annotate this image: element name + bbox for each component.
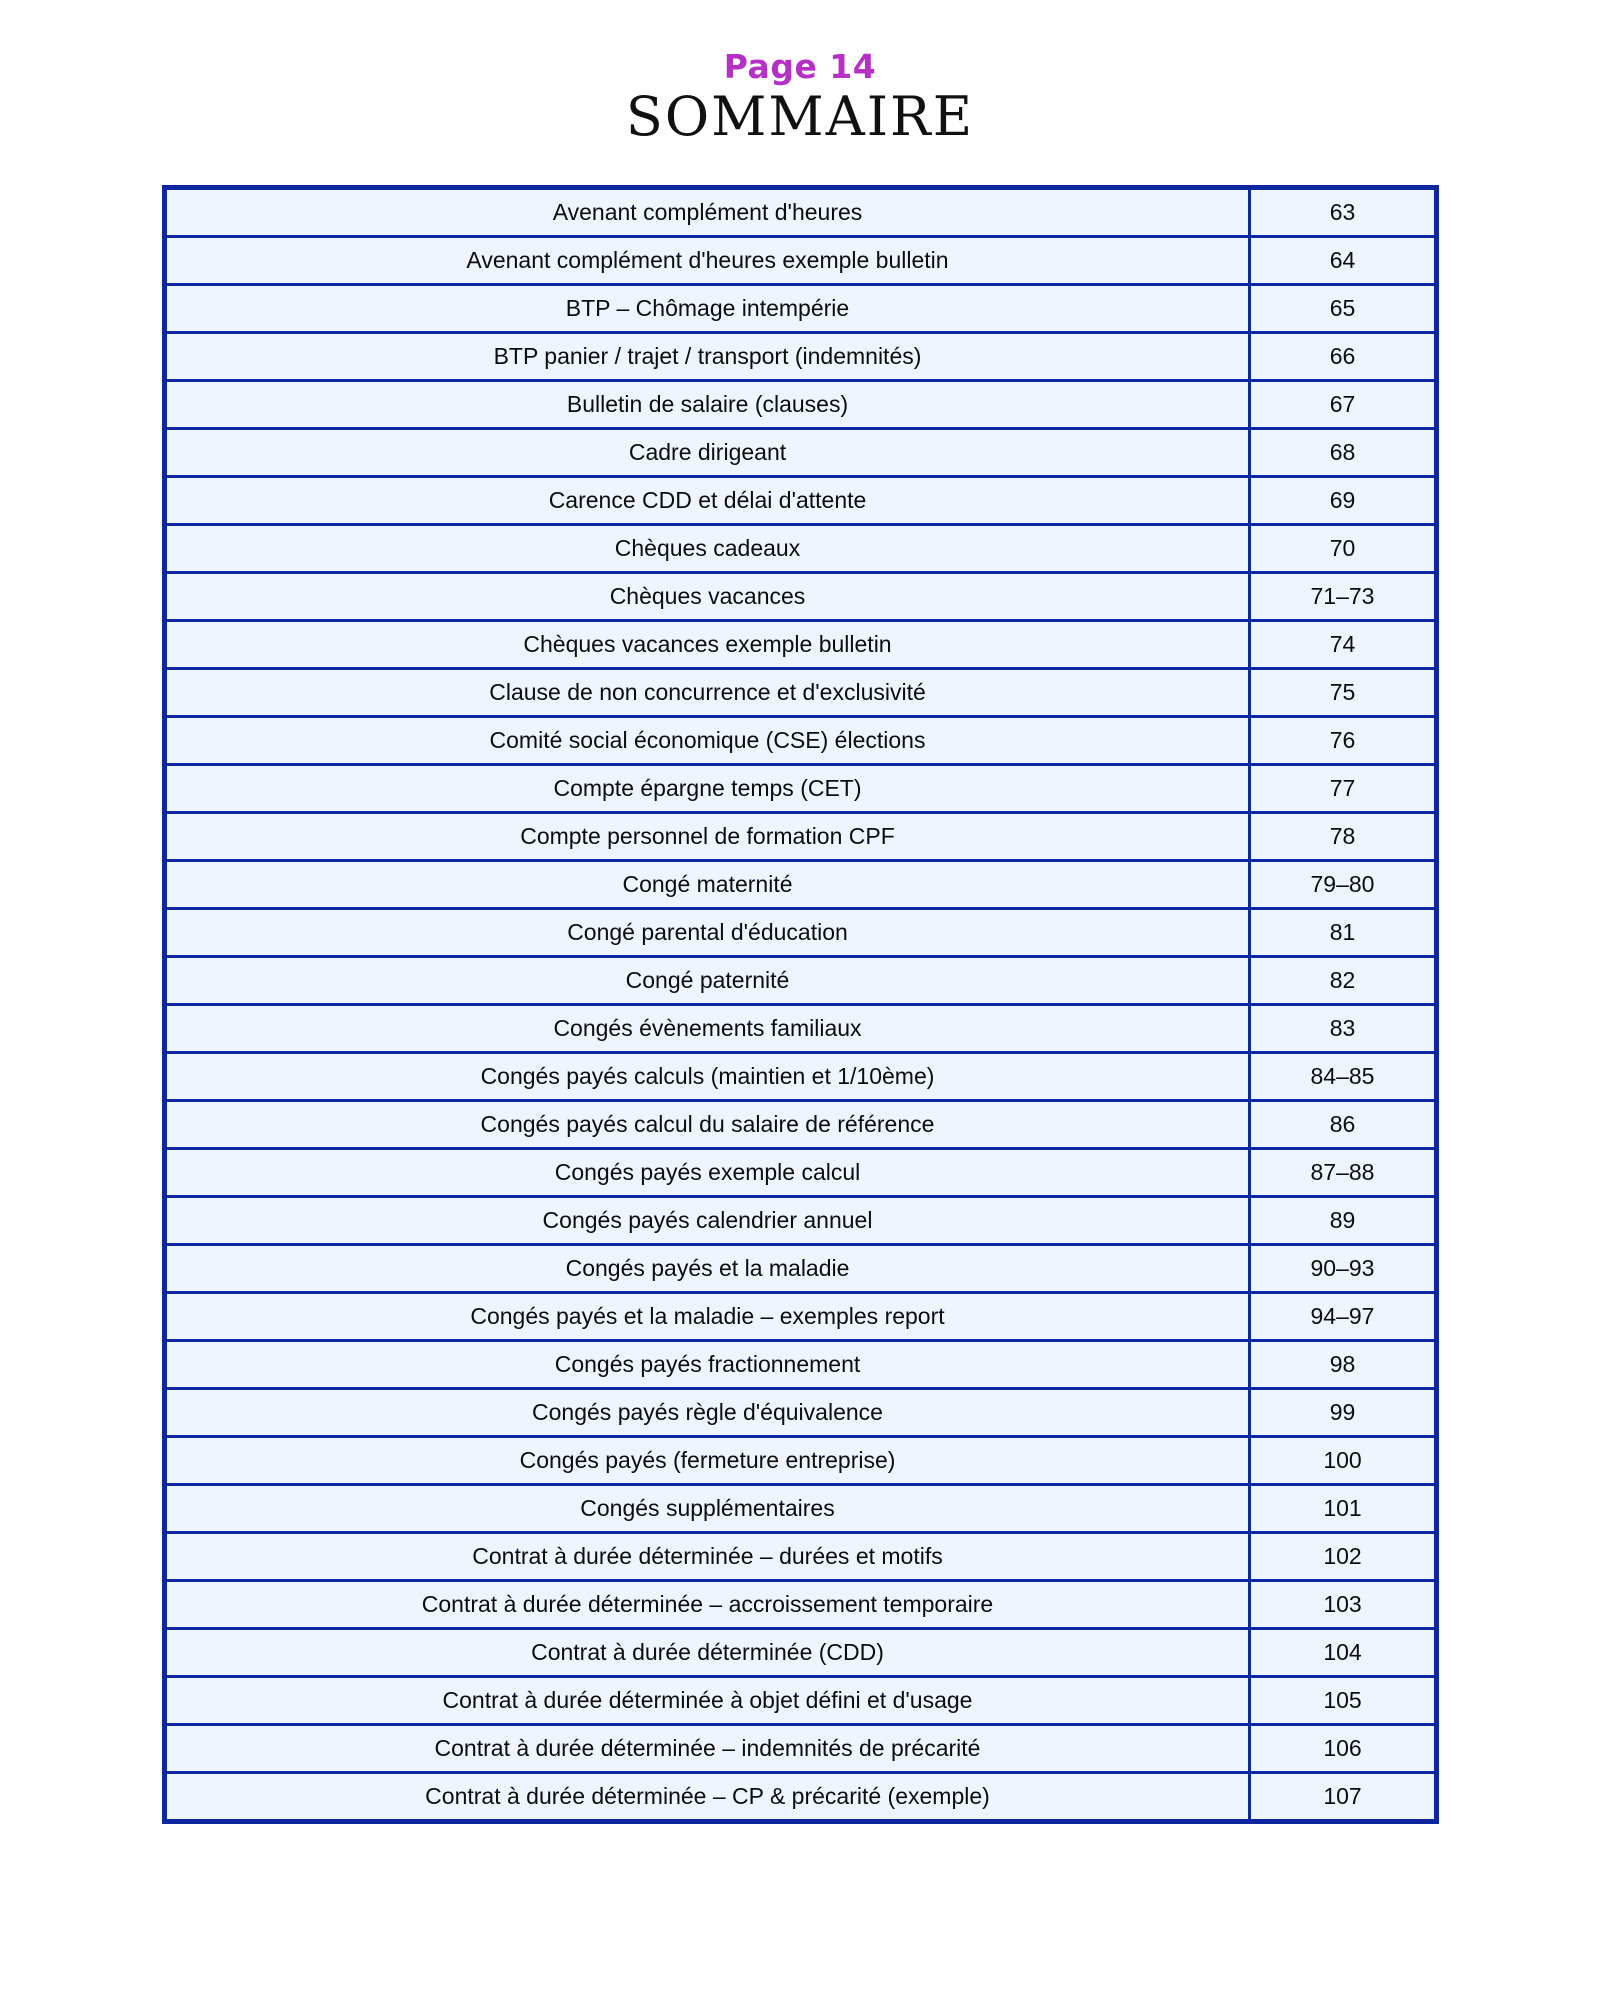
toc-entry-title: Contrat à durée déterminée – durées et motifs (167, 1534, 1248, 1582)
toc-entry-title: Avenant complément d'heures (167, 190, 1248, 238)
toc-entry-title: Contrat à durée déterminée (CDD) (167, 1630, 1248, 1678)
toc-entry-page: 102 (1248, 1534, 1434, 1582)
toc-entry-page: 65 (1248, 286, 1434, 334)
table-row[interactable] (167, 574, 1434, 622)
toc-entry-title: Contrat à durée déterminée – accroissement temporaire (167, 1582, 1248, 1630)
toc-entry-title: Congés payés calculs (maintien et 1/10ème) (167, 1054, 1248, 1102)
toc-entry-title: Congés payés calcul du salaire de référence (167, 1102, 1248, 1150)
toc-entry-page: 66 (1248, 334, 1434, 382)
table-row[interactable] (167, 526, 1434, 574)
table-row[interactable] (167, 478, 1434, 526)
toc-entry-page: 103 (1248, 1582, 1434, 1630)
table-row[interactable] (167, 1582, 1434, 1630)
toc-entry-page: 78 (1248, 814, 1434, 862)
table-row[interactable] (167, 1534, 1434, 1582)
toc-entry-page: 105 (1248, 1678, 1434, 1726)
table-row[interactable] (167, 286, 1434, 334)
toc-entry-page: 71–73 (1248, 574, 1434, 622)
toc-entry-title: Congés payés exemple calcul (167, 1150, 1248, 1198)
table-row[interactable] (167, 1198, 1434, 1246)
table-row[interactable] (167, 430, 1434, 478)
table-row[interactable] (167, 1342, 1434, 1390)
toc-table (162, 185, 1439, 1824)
toc-entry-title: Chèques vacances (167, 574, 1248, 622)
toc-entry-title: Clause de non concurrence et d'exclusivité (167, 670, 1248, 718)
toc-entry-page: 90–93 (1248, 1246, 1434, 1294)
toc-entry-page: 63 (1248, 190, 1434, 238)
page-number-label: Page 14 (723, 47, 877, 86)
toc-entry-page: 75 (1248, 670, 1434, 718)
table-row[interactable] (167, 1678, 1434, 1726)
toc-entry-page: 100 (1248, 1438, 1434, 1486)
toc-entry-page: 70 (1248, 526, 1434, 574)
page-title: SOMMAIRE (625, 85, 975, 148)
table-row[interactable] (167, 1438, 1434, 1486)
toc-entry-page: 74 (1248, 622, 1434, 670)
toc-entry-page: 76 (1248, 718, 1434, 766)
toc-entry-page: 87–88 (1248, 1150, 1434, 1198)
toc-entry-page: 81 (1248, 910, 1434, 958)
toc-entry-title: Congés supplémentaires (167, 1486, 1248, 1534)
toc-entry-title: Congés payés et la maladie – exemples report (167, 1294, 1248, 1342)
toc-entry-title: Avenant complément d'heures exemple bulletin (167, 238, 1248, 286)
toc-entry-page: 99 (1248, 1390, 1434, 1438)
toc-entry-title: Congés évènements familiaux (167, 1006, 1248, 1054)
toc-entry-page: 94–97 (1248, 1294, 1434, 1342)
table-row[interactable] (167, 1294, 1434, 1342)
toc-entry-page: 69 (1248, 478, 1434, 526)
table-row[interactable] (167, 814, 1434, 862)
table-row[interactable] (167, 1246, 1434, 1294)
toc-entry-page: 106 (1248, 1726, 1434, 1774)
table-row[interactable] (167, 862, 1434, 910)
toc-entry-title: BTP panier / trajet / transport (indemnités) (167, 334, 1248, 382)
toc-entry-page: 68 (1248, 430, 1434, 478)
toc-entry-title: Comité social économique (CSE) élections (167, 718, 1248, 766)
table-row[interactable] (167, 910, 1434, 958)
toc-entry-page: 86 (1248, 1102, 1434, 1150)
toc-entry-title: Congés payés et la maladie (167, 1246, 1248, 1294)
toc-entry-page: 82 (1248, 958, 1434, 1006)
table-row[interactable] (167, 718, 1434, 766)
toc-entry-title: BTP – Chômage intempérie (167, 286, 1248, 334)
toc-entry-title: Congés payés (fermeture entreprise) (167, 1438, 1248, 1486)
toc-entry-title: Contrat à durée déterminée – CP & précarité (exemple) (167, 1774, 1248, 1819)
toc-entry-title: Congés payés fractionnement (167, 1342, 1248, 1390)
table-row[interactable] (167, 1150, 1434, 1198)
table-row[interactable] (167, 766, 1434, 814)
toc-entry-page: 107 (1248, 1774, 1434, 1819)
toc-entry-page: 77 (1248, 766, 1434, 814)
toc-entry-title: Contrat à durée déterminée – indemnités de précarité (167, 1726, 1248, 1774)
toc-entry-title: Compte personnel de formation CPF (167, 814, 1248, 862)
toc-table-body (167, 190, 1434, 1819)
table-row[interactable] (167, 1390, 1434, 1438)
table-row[interactable] (167, 382, 1434, 430)
toc-entry-title: Compte épargne temps (CET) (167, 766, 1248, 814)
toc-entry-title: Congé paternité (167, 958, 1248, 1006)
table-row[interactable] (167, 1486, 1434, 1534)
table-row[interactable] (167, 958, 1434, 1006)
toc-entry-title: Chèques vacances exemple bulletin (167, 622, 1248, 670)
toc-entry-page: 67 (1248, 382, 1434, 430)
toc-entry-title: Cadre dirigeant (167, 430, 1248, 478)
toc-entry-page: 64 (1248, 238, 1434, 286)
table-row[interactable] (167, 1054, 1434, 1102)
table-row[interactable] (167, 670, 1434, 718)
toc-entry-title: Congé parental d'éducation (167, 910, 1248, 958)
page-header (0, 0, 1600, 146)
toc-entry-page: 89 (1248, 1198, 1434, 1246)
toc-entry-page: 101 (1248, 1486, 1434, 1534)
toc-entry-page: 98 (1248, 1342, 1434, 1390)
toc-entry-title: Congé maternité (167, 862, 1248, 910)
toc-entry-title: Bulletin de salaire (clauses) (167, 382, 1248, 430)
table-of-contents (162, 185, 1439, 1824)
toc-entry-title: Congés payés calendrier annuel (167, 1198, 1248, 1246)
table-row[interactable] (167, 622, 1434, 670)
table-row[interactable] (167, 1630, 1434, 1678)
toc-entry-page: 84–85 (1248, 1054, 1434, 1102)
table-row[interactable] (167, 1774, 1434, 1819)
table-row[interactable] (167, 238, 1434, 286)
toc-entry-page: 79–80 (1248, 862, 1434, 910)
toc-entry-title: Chèques cadeaux (167, 526, 1248, 574)
table-row[interactable] (167, 1726, 1434, 1774)
table-row[interactable] (167, 1102, 1434, 1150)
table-row[interactable] (167, 334, 1434, 382)
toc-entry-title: Congés payés règle d'équivalence (167, 1390, 1248, 1438)
table-row[interactable] (167, 1006, 1434, 1054)
toc-entry-title: Carence CDD et délai d'attente (167, 478, 1248, 526)
table-row[interactable] (167, 190, 1434, 238)
toc-entry-page: 104 (1248, 1630, 1434, 1678)
toc-entry-title: Contrat à durée déterminée à objet défini et d'usage (167, 1678, 1248, 1726)
toc-entry-page: 83 (1248, 1006, 1434, 1054)
